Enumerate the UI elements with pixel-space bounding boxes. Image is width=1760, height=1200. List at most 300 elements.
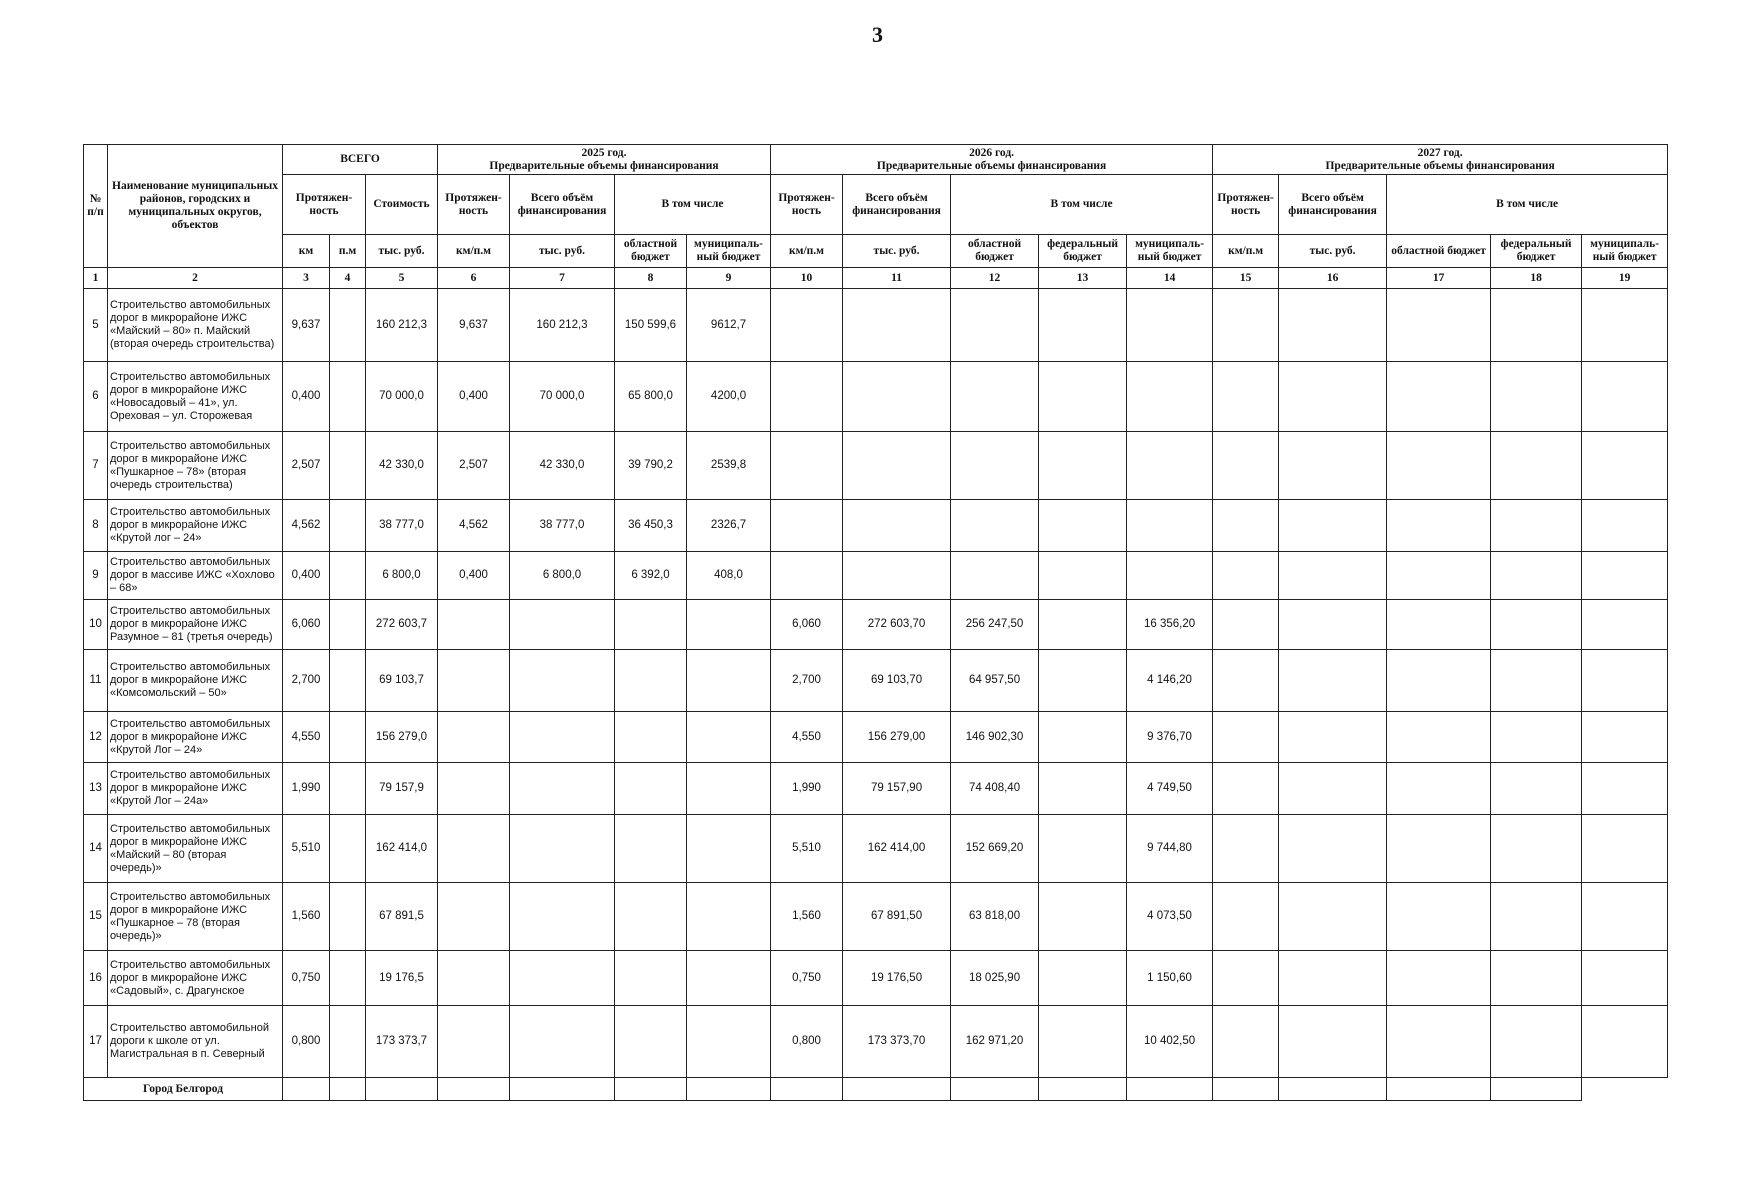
header-including-2025: В том числе	[615, 175, 771, 235]
unit-rub-2025: тыс. руб.	[510, 235, 615, 268]
table-cell: 152 669,20	[951, 815, 1039, 883]
table-cell	[1279, 432, 1387, 500]
table-cell: 2326,7	[687, 500, 771, 552]
table-cell: 6,060	[771, 600, 843, 650]
column-numbers-row	[84, 268, 1668, 289]
table-cell: 160 212,3	[366, 289, 438, 362]
table-cell: 4200,0	[687, 362, 771, 432]
table-cell: 2,700	[283, 650, 330, 712]
table-row	[84, 650, 1668, 712]
table-cell	[951, 432, 1039, 500]
table-cell	[1039, 951, 1127, 1006]
table-cell	[1039, 552, 1127, 600]
header-volume-2025: Всего объём финансирования	[510, 175, 615, 235]
table-cell: 70 000,0	[366, 362, 438, 432]
table-cell	[1491, 362, 1582, 432]
table-cell	[843, 1078, 951, 1101]
table-cell	[687, 951, 771, 1006]
col-number: 10	[771, 268, 843, 289]
table-body	[84, 289, 1668, 1078]
table-cell	[1387, 362, 1491, 432]
table-row	[84, 500, 1668, 552]
table-row	[84, 763, 1668, 815]
object-name: Строительство автомобильных дорог в микрорайоне ИЖС «Крутой лог – 24»	[108, 500, 283, 552]
table-cell: 69 103,7	[366, 650, 438, 712]
table-cell	[510, 883, 615, 951]
object-name: Строительство автомобильных дорог в микрорайоне ИЖС «Майский – 80 (вторая очередь)»	[108, 815, 283, 883]
table-cell: 6 392,0	[615, 552, 687, 600]
table-cell	[1387, 650, 1491, 712]
table-cell: 6,060	[283, 600, 330, 650]
table-cell	[843, 552, 951, 600]
table-cell	[1039, 1078, 1127, 1101]
header-volume-2027: Всего объём финансирования	[1279, 175, 1387, 235]
unit-pm: п.м	[330, 235, 366, 268]
table-row	[84, 815, 1668, 883]
table-cell	[1213, 1006, 1279, 1078]
table-cell	[1387, 552, 1491, 600]
table-cell	[1213, 883, 1279, 951]
table-cell: 63 818,00	[951, 883, 1039, 951]
table-cell	[843, 362, 951, 432]
table-cell	[951, 362, 1039, 432]
col-number: 13	[1039, 268, 1127, 289]
table-cell	[1039, 600, 1127, 650]
row-number: 17	[84, 1006, 108, 1078]
table-cell: 146 902,30	[951, 712, 1039, 763]
object-name: Строительство автомобильных дорог в микрорайоне ИЖС «Пушкарное – 78 (вторая очередь)»	[108, 883, 283, 951]
table-cell	[510, 1006, 615, 1078]
table-cell	[1387, 815, 1491, 883]
table-cell	[1279, 712, 1387, 763]
table-cell	[1387, 600, 1491, 650]
col-number: 14	[1127, 268, 1213, 289]
table-cell	[1387, 289, 1491, 362]
table-cell: 162 971,20	[951, 1006, 1039, 1078]
table-row	[84, 1006, 1668, 1078]
unit-kmpm-2027: км/п.м	[1213, 235, 1279, 268]
col-number: 5	[366, 268, 438, 289]
table-cell: 4 073,50	[1127, 883, 1213, 951]
table-cell	[1582, 600, 1668, 650]
table-cell	[1039, 289, 1127, 362]
table-cell	[1213, 763, 1279, 815]
table-cell	[1582, 650, 1668, 712]
regional-2026: областной бюджет	[951, 235, 1039, 268]
year-2026: 2026 год.	[969, 146, 1015, 159]
table-cell: 36 450,3	[615, 500, 687, 552]
row-number: 14	[84, 815, 108, 883]
table-cell: 4 146,20	[1127, 650, 1213, 712]
table-cell: 67 891,50	[843, 883, 951, 951]
table-cell	[1213, 500, 1279, 552]
table-cell	[1387, 951, 1491, 1006]
table-cell	[687, 650, 771, 712]
table-cell	[1387, 432, 1491, 500]
table-cell	[1279, 815, 1387, 883]
financing-table	[83, 144, 1668, 1101]
table-cell: 173 373,70	[843, 1006, 951, 1078]
municipal-2025: муниципаль-ный бюджет	[687, 235, 771, 268]
table-cell	[330, 432, 366, 500]
header-2027	[1213, 145, 1668, 175]
table-cell: 74 408,40	[951, 763, 1039, 815]
table-cell	[687, 1006, 771, 1078]
table-cell: 4,550	[283, 712, 330, 763]
table-cell: 272 603,70	[843, 600, 951, 650]
municipal-2026: муниципаль-ный бюджет	[1127, 235, 1213, 268]
table-cell	[615, 763, 687, 815]
table-cell	[330, 650, 366, 712]
table-cell: 19 176,50	[843, 951, 951, 1006]
table-cell	[1213, 951, 1279, 1006]
table-cell	[615, 1078, 687, 1101]
table-row	[84, 600, 1668, 650]
unit-rub-total: тыс. руб.	[366, 235, 438, 268]
regional-2025: областной бюджет	[615, 235, 687, 268]
table-cell	[687, 1078, 771, 1101]
table-cell	[330, 763, 366, 815]
table-cell: 0,400	[438, 552, 510, 600]
table-cell	[1039, 1006, 1127, 1078]
table-cell	[1582, 951, 1668, 1006]
table-cell	[1279, 883, 1387, 951]
table-cell	[1582, 362, 1668, 432]
table-cell	[510, 815, 615, 883]
table-cell: 1,560	[771, 883, 843, 951]
table-cell: 6 800,0	[366, 552, 438, 600]
table-cell	[843, 432, 951, 500]
table-cell	[1279, 362, 1387, 432]
table-cell	[1127, 432, 1213, 500]
table-cell: 39 790,2	[615, 432, 687, 500]
table-cell	[366, 1078, 438, 1101]
table-cell	[510, 1078, 615, 1101]
table-cell: 19 176,5	[366, 951, 438, 1006]
table-cell: 6 800,0	[510, 552, 615, 600]
col-number: 3	[283, 268, 330, 289]
header-volume-2026: Всего объём финансирования	[843, 175, 951, 235]
table-cell: 162 414,0	[366, 815, 438, 883]
table-cell	[330, 289, 366, 362]
unit-rub-2026: тыс. руб.	[843, 235, 951, 268]
table-cell: 38 777,0	[366, 500, 438, 552]
table-cell: 156 279,0	[366, 712, 438, 763]
object-name: Строительство автомобильных дорог в микрорайоне ИЖС Разумное – 81 (третья очередь)	[108, 600, 283, 650]
table-cell	[330, 600, 366, 650]
table-cell: 42 330,0	[510, 432, 615, 500]
table-cell	[1213, 289, 1279, 362]
unit-rub-2027: тыс. руб.	[1279, 235, 1387, 268]
table-cell	[687, 712, 771, 763]
row-number: 5	[84, 289, 108, 362]
year-2027: 2027 год.	[1417, 146, 1463, 159]
col-number: 15	[1213, 268, 1279, 289]
table-cell	[438, 1006, 510, 1078]
col-number: 18	[1491, 268, 1582, 289]
table-cell	[1582, 500, 1668, 552]
table-cell	[1491, 883, 1582, 951]
table-cell	[1213, 362, 1279, 432]
col-number: 8	[615, 268, 687, 289]
table-cell	[1491, 763, 1582, 815]
col-number: 1	[84, 268, 108, 289]
table-cell	[1213, 552, 1279, 600]
table-cell	[1213, 1078, 1279, 1101]
object-name: Строительство автомобильных дорог в микрорайоне ИЖС «Пушкарное – 78» (вторая очередь строительства)	[108, 432, 283, 500]
object-name: Строительство автомобильных дорог в микрорайоне ИЖС «Новосадовый – 41», ул. Ореховая – ул. Сторожевая	[108, 362, 283, 432]
table-cell: 0,800	[771, 1006, 843, 1078]
row-number: 16	[84, 951, 108, 1006]
table-cell	[510, 650, 615, 712]
table-cell: 4,562	[438, 500, 510, 552]
table-cell	[1039, 815, 1127, 883]
row-number: 7	[84, 432, 108, 500]
table-cell	[438, 883, 510, 951]
table-cell: 70 000,0	[510, 362, 615, 432]
table-cell: 79 157,90	[843, 763, 951, 815]
table-cell	[438, 1078, 510, 1101]
table-cell	[1582, 712, 1668, 763]
table-cell	[771, 552, 843, 600]
table-cell	[615, 815, 687, 883]
table-cell: 64 957,50	[951, 650, 1039, 712]
footer-label: Город Белгород	[84, 1078, 283, 1101]
table-cell	[1582, 815, 1668, 883]
table-cell	[1127, 362, 1213, 432]
row-number: 8	[84, 500, 108, 552]
row-number: 12	[84, 712, 108, 763]
table-row	[84, 552, 1668, 600]
table-cell: 0,750	[771, 951, 843, 1006]
table-cell	[951, 1078, 1039, 1101]
table-cell	[330, 552, 366, 600]
table-cell	[1491, 650, 1582, 712]
col-number: 9	[687, 268, 771, 289]
table-cell: 0,400	[438, 362, 510, 432]
object-name: Строительство автомобильных дорог в микрорайоне ИЖС «Комсомольский – 50»	[108, 650, 283, 712]
header-length-total: Протяжен-ность	[283, 175, 366, 235]
table-cell: 1 150,60	[1127, 951, 1213, 1006]
table-cell	[687, 763, 771, 815]
table-cell	[510, 763, 615, 815]
table-cell	[1279, 763, 1387, 815]
table-cell	[330, 362, 366, 432]
table-cell	[1039, 883, 1127, 951]
table-cell: 42 330,0	[366, 432, 438, 500]
header-length-2025: Протяжен-ность	[438, 175, 510, 235]
table-cell	[843, 289, 951, 362]
table-cell: 0,750	[283, 951, 330, 1006]
table-cell: 0,800	[283, 1006, 330, 1078]
table-cell	[615, 712, 687, 763]
table-cell	[330, 883, 366, 951]
table-cell	[1127, 552, 1213, 600]
table-cell	[1387, 500, 1491, 552]
table-cell	[1491, 500, 1582, 552]
row-number: 10	[84, 600, 108, 650]
row-number: 6	[84, 362, 108, 432]
table-cell	[951, 289, 1039, 362]
table-cell	[615, 600, 687, 650]
table-cell	[1387, 712, 1491, 763]
object-name: Строительство автомобильных дорог в микрорайоне ИЖС «Майский – 80» п. Майский (вторая очередь строительства)	[108, 289, 283, 362]
table-cell	[1491, 815, 1582, 883]
table-cell	[1491, 552, 1582, 600]
table-cell: 0,400	[283, 362, 330, 432]
table-cell	[1582, 552, 1668, 600]
table-cell	[438, 763, 510, 815]
table-cell	[1039, 763, 1127, 815]
table-cell: 5,510	[771, 815, 843, 883]
table-cell	[1279, 650, 1387, 712]
table-cell	[1491, 600, 1582, 650]
table-cell	[1491, 289, 1582, 362]
table-cell: 162 414,00	[843, 815, 951, 883]
table-cell	[1582, 1006, 1668, 1078]
table-cell	[330, 1006, 366, 1078]
table-cell	[1582, 289, 1668, 362]
municipal-2027: муниципаль-ный бюджет	[1582, 235, 1668, 268]
table-cell	[1279, 600, 1387, 650]
col-number: 19	[1582, 268, 1668, 289]
table-cell: 9 376,70	[1127, 712, 1213, 763]
table-cell	[843, 500, 951, 552]
table-cell	[615, 650, 687, 712]
col-number: 4	[330, 268, 366, 289]
table-cell	[330, 815, 366, 883]
table-cell	[1213, 712, 1279, 763]
table-cell	[1039, 362, 1127, 432]
table-cell	[771, 362, 843, 432]
table-cell	[510, 712, 615, 763]
table-cell: 10 402,50	[1127, 1006, 1213, 1078]
table-cell	[1213, 432, 1279, 500]
table-cell	[438, 650, 510, 712]
table-cell	[771, 432, 843, 500]
object-name: Строительство автомобильных дорог в микрорайоне ИЖС «Крутой Лог – 24а»	[108, 763, 283, 815]
header-length-2026: Протяжен-ность	[771, 175, 843, 235]
table-cell	[687, 600, 771, 650]
row-number: 15	[84, 883, 108, 951]
prelim-2026: Предварительные объемы финансирования	[876, 159, 1107, 172]
header-num: № п/п	[84, 145, 108, 268]
federal-2026: федеральный бюджет	[1039, 235, 1127, 268]
header-total: ВСЕГО	[283, 145, 438, 175]
table-cell	[438, 951, 510, 1006]
row-number: 11	[84, 650, 108, 712]
table-cell: 69 103,70	[843, 650, 951, 712]
table-row	[84, 712, 1668, 763]
table-cell: 38 777,0	[510, 500, 615, 552]
table-cell	[615, 1006, 687, 1078]
table-cell: 2,700	[771, 650, 843, 712]
table-cell: 408,0	[687, 552, 771, 600]
table-cell: 0,400	[283, 552, 330, 600]
table-cell: 1,990	[771, 763, 843, 815]
table-cell	[1491, 432, 1582, 500]
table-cell: 173 373,7	[366, 1006, 438, 1078]
year-2025: 2025 год.	[581, 146, 627, 159]
table-cell: 9,637	[438, 289, 510, 362]
table-cell: 5,510	[283, 815, 330, 883]
federal-2027: федеральный бюджет	[1491, 235, 1582, 268]
table-cell: 67 891,5	[366, 883, 438, 951]
col-number: 7	[510, 268, 615, 289]
table-cell	[330, 951, 366, 1006]
unit-km: км	[283, 235, 330, 268]
table-cell	[771, 1078, 843, 1101]
table-cell	[1213, 650, 1279, 712]
table-cell	[1279, 500, 1387, 552]
table-cell: 79 157,9	[366, 763, 438, 815]
table-row	[84, 289, 1668, 362]
table-cell	[1491, 1006, 1582, 1078]
table-cell	[1039, 650, 1127, 712]
table-cell: 2539,8	[687, 432, 771, 500]
header-cost: Стоимость	[366, 175, 438, 235]
table-cell: 160 212,3	[510, 289, 615, 362]
object-name: Строительство автомобильной дороги к школе от ул. Магистральная в п. Северный	[108, 1006, 283, 1078]
table-cell	[615, 883, 687, 951]
table-cell: 1,560	[283, 883, 330, 951]
table-cell: 16 356,20	[1127, 600, 1213, 650]
table-cell	[687, 815, 771, 883]
table-cell: 150 599,6	[615, 289, 687, 362]
table-cell	[1491, 1078, 1582, 1101]
table-cell: 256 247,50	[951, 600, 1039, 650]
object-name: Строительство автомобильных дорог в микрорайоне ИЖС «Крутой Лог – 24»	[108, 712, 283, 763]
table-cell	[1213, 600, 1279, 650]
table-cell	[951, 500, 1039, 552]
header-length-2027: Протяжен-ность	[1213, 175, 1279, 235]
table-cell	[615, 951, 687, 1006]
table-cell: 1,990	[283, 763, 330, 815]
table-cell	[1387, 1078, 1491, 1101]
table-cell	[1039, 712, 1127, 763]
table-row	[84, 362, 1668, 432]
header-including-2027: В том числе	[1387, 175, 1668, 235]
table-cell	[330, 1078, 366, 1101]
table-row	[84, 951, 1668, 1006]
table-cell	[1279, 1078, 1387, 1101]
table-cell: 4,562	[283, 500, 330, 552]
table-cell: 4 749,50	[1127, 763, 1213, 815]
table-cell	[510, 600, 615, 650]
row-number: 9	[84, 552, 108, 600]
table-cell	[1279, 552, 1387, 600]
table-cell	[1279, 951, 1387, 1006]
table-cell	[438, 600, 510, 650]
table-cell: 9,637	[283, 289, 330, 362]
table-cell	[687, 883, 771, 951]
unit-kmpm-2026: км/п.м	[771, 235, 843, 268]
footer-row	[84, 1078, 1668, 1101]
table-cell	[330, 712, 366, 763]
col-number: 16	[1279, 268, 1387, 289]
table-cell	[438, 712, 510, 763]
table-cell: 2,507	[438, 432, 510, 500]
table-cell	[1279, 1006, 1387, 1078]
object-name: Строительство автомобильных дорог в микрорайоне ИЖС «Садовый», с. Драгунское	[108, 951, 283, 1006]
table-cell: 156 279,00	[843, 712, 951, 763]
table-cell	[1582, 763, 1668, 815]
table-cell	[951, 552, 1039, 600]
header-name: Наименование муниципальных районов, городских и муниципальных округов, объектов	[108, 145, 283, 268]
table-cell: 9612,7	[687, 289, 771, 362]
table-cell	[1491, 951, 1582, 1006]
table-cell: 2,507	[283, 432, 330, 500]
